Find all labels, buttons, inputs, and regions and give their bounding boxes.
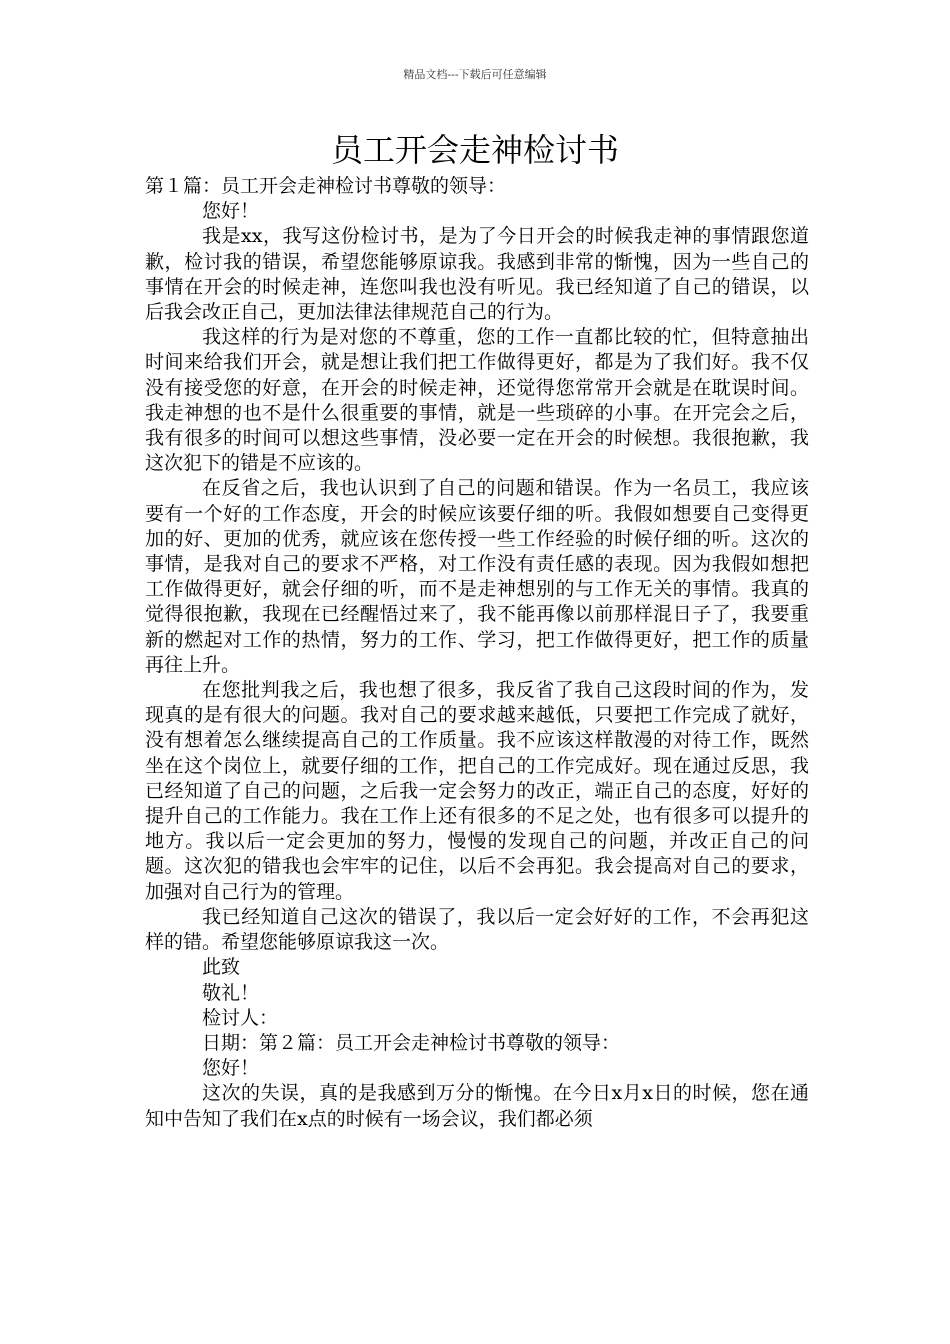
paragraph: 我是xx，我写这份检讨书，是为了今日开会的时候我走神的事情跟您道歉，检讨我的错误，希望您能够原谅我。我感到非常的惭愧，因为一些自己的事情在开会的时候走神，连您叫我也没有听见。我已经知道了自己的错误，以后我会改正自己，更加法律法律规范自己的行为。 bbox=[145, 225, 809, 324]
document-title: 员工开会走神检讨书 bbox=[330, 131, 619, 169]
paragraph: 第１篇：员工开会走神检讨书尊敬的领导： bbox=[145, 175, 507, 197]
closing-line: 敬礼！ bbox=[202, 981, 260, 1004]
paragraph: 您好！ bbox=[202, 200, 260, 223]
document-body bbox=[145, 174, 809, 1132]
paragraph: 这次的失误，真的是我感到万分的惭愧。在今日x月x日的时候，您在通知中告知了我们在x点的时候有一场会议，我们都必须 bbox=[145, 1082, 809, 1130]
page-header: 精品文档---下载后可任意编辑 bbox=[403, 68, 547, 81]
date-line: 日期：第２篇：员工开会走神检讨书尊敬的领导： bbox=[202, 1031, 621, 1054]
closing-line: 此致 bbox=[202, 956, 241, 979]
signature-line: 检讨人： bbox=[202, 1006, 279, 1029]
paragraph: 在您批判我之后，我也想了很多，我反省了我自己这段时间的作为，发现真的是有很大的问题。我对自己的要求越来越低，只要把工作完成了就好，没有想着怎么继续提高自己的工作质量。我不应该这样散漫的对待工作，既然坐在这个岗位上，就要仔细的工作，把自己的工作完成好。现在通过反思，我已经知道了自己的问题，之后我一定会努力的改正，端正自己的态度，好好的提升自己的工作能力。我在工作上还有很多的不足之处，也有很多可以提升的地方。我以后一定会更加的努力，慢慢的发现自己的问题，并改正自己的问题。这次犯的错我也会牢牢的记住，以后不会再犯。我会提高对自己的要求，加强对自己行为的管理。 bbox=[145, 679, 809, 903]
paragraph: 我这样的行为是对您的不尊重，您的工作一直都比较的忙，但特意抽出时间来给我们开会，就是想让我们把工作做得更好，都是为了我们好。我不仅没有接受您的好意，在开会的时候走神，还觉得您常常开会就是在耽误时间。我走神想的也不是什么很重要的事情，就是一些琐碎的小事。在开完会之后，我有很多的时间可以想这些事情，没必要一定在开会的时候想。我很抱歉，我这次犯下的错是不应该的。 bbox=[145, 326, 809, 475]
paragraph: 您好！ bbox=[202, 1057, 260, 1080]
paragraph: 在反省之后，我也认识到了自己的问题和错误。作为一名员工，我应该要有一个好的工作态度，开会的时候应该要仔细的听。我假如想要自己变得更加的好、更加的优秀，就应该在您传授一些工作经验的时候仔细的听。这次的事情，是我对自己的要求不严格，对工作没有责任感的表现。因为我假如想把工作做得更好，就会仔细的听，而不是走神想别的与工作无关的事情。我真的觉得很抱歉，我现在已经醒悟过来了，我不能再像以前那样混日子了，我要重新的燃起对工作的热情，努力的工作、学习，把工作做得更好，把工作的质量再往上升。 bbox=[145, 477, 809, 676]
paragraph: 我已经知道自己这次的错误了，我以后一定会好好的工作，不会再犯这样的错。希望您能够原谅我这一次。 bbox=[145, 905, 809, 954]
